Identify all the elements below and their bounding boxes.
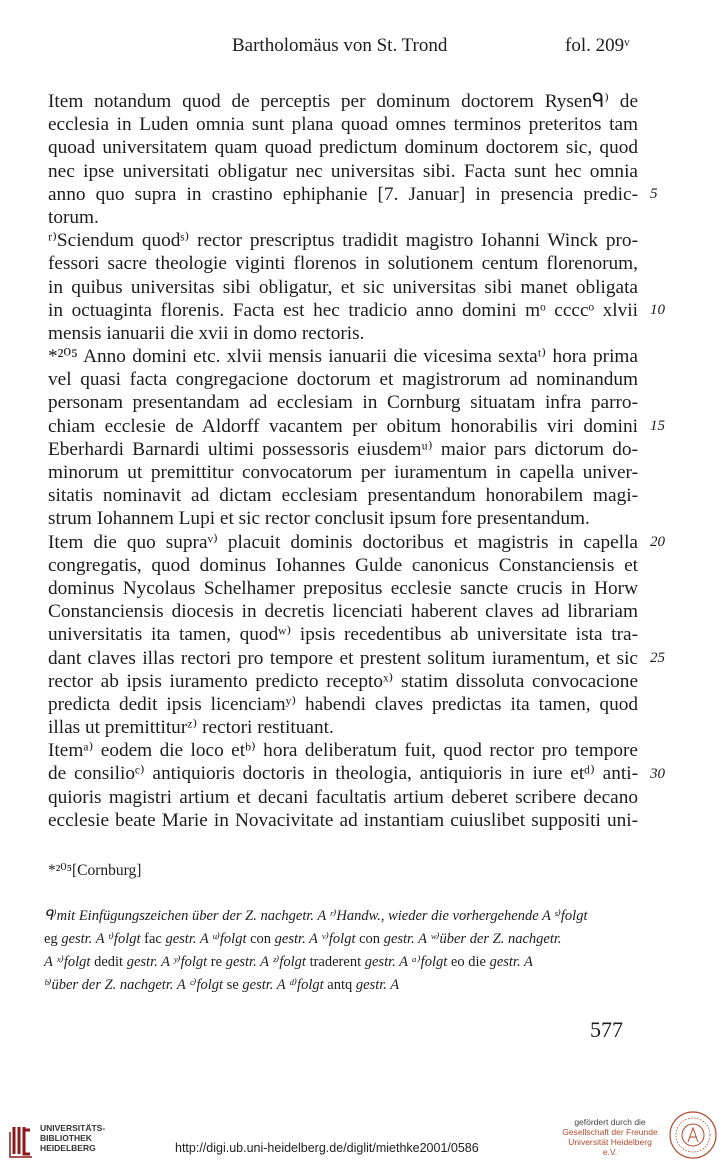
text-line: ecclesie beate Marie in Novacivitate ad instantiam cuiuslibet suppositi uni-: [48, 809, 638, 831]
apparatus-note: ᵈ⁾folgt: [285, 977, 328, 993]
apparatus-lemma: se: [226, 977, 243, 993]
apparatus-note: gestr. A: [242, 977, 286, 993]
text-line: *²⁰⁵ Anno domini etc. xlvii mensis ianuarii die vicesima sextaᵗ⁾ hora prima: [48, 346, 638, 368]
running-title: Bartholomäus von St. Trond: [232, 35, 448, 56]
critical-apparatus: [44, 905, 640, 997]
line-number: 15: [650, 418, 665, 434]
apparatus-note: ᑫ⁾mit Einfügungszeichen über der Z. nachgetr. A: [44, 908, 326, 924]
text-line: congregatis, quod dominus Iohannes Gulde canonicus Constanciensis et: [48, 554, 638, 576]
apparatus-lemma: eo die: [450, 954, 490, 970]
text-line: chiam ecclesie de Aldorff vacantem per obitum honorabilis viri domini: [48, 415, 638, 437]
apparatus-note: gestr. A: [274, 931, 318, 947]
apparatus-note: gestr. A: [61, 931, 105, 947]
page-number: 577: [590, 1017, 623, 1042]
text-line: nec ipse universitati obligatur nec universitas sibi. Facta sunt hec omnia: [48, 160, 638, 182]
text-line: rector ab ipsis iuramento predicto receptoˣ⁾ statim dissoluta convocacione: [48, 670, 638, 692]
text-line: universitatis ita tamen, quodʷ⁾ ipsis recedentibus ab universitate ista tra-: [48, 624, 638, 646]
permalink-url[interactable]: http://digi.ub.uni-heidelberg.de/diglit/miethke2001/0586: [175, 1141, 479, 1155]
text-line: dant claves illas rectori pro tempore et prestent solitum iuramentum, et sic: [48, 647, 638, 669]
library-name-line: BIBLIOTHEK: [40, 1133, 92, 1143]
text-line: torum.: [48, 206, 99, 228]
apparatus-note: gestr. A: [165, 931, 209, 947]
apparatus-note: ᶜ⁾folgt: [185, 977, 227, 993]
text-line: vel quasi facta congregacione doctorum et magistrorum ad nominandum: [48, 369, 638, 391]
society-name: Universität Heidelberg e.V.: [568, 1137, 652, 1157]
apparatus-note: gestr. A: [355, 977, 400, 993]
apparatus-note: ᵃ⁾folgt: [407, 954, 451, 970]
text-line: sitatis nominavit ad dictam ecclesiam presentandum honorabilem magi-: [48, 485, 638, 507]
apparatus-note: ᵘ⁾folgt: [208, 931, 251, 947]
library-name-line: HEIDELBERG: [40, 1143, 96, 1153]
apparatus-lemma: con: [250, 931, 275, 947]
text-line: Item die quo supraᵛ⁾ placuit dominis doctoribus et magistris in capella: [48, 531, 638, 553]
apparatus-note: ʸ⁾folgt: [169, 954, 211, 970]
marginal-note: *²⁰⁵[Cornburg]: [48, 862, 142, 879]
line-number: 5: [650, 186, 658, 202]
text-line: ʳ⁾Sciendum quodˢ⁾ rector prescriptus tradidit magistro Iohanni Winck pro-: [48, 230, 638, 252]
funding-note: [560, 1117, 660, 1157]
apparatus-lemma: eg: [44, 931, 62, 947]
apparatus-note: gestr. A: [225, 954, 269, 970]
apparatus-note: gestr. A: [364, 954, 408, 970]
text-line: illas ut premittiturᶻ⁾ rectori restituant.: [48, 717, 334, 739]
line-number: 10: [650, 302, 665, 318]
library-name: [40, 1123, 105, 1153]
folio-reference: fol. 209ᵛ: [565, 35, 630, 56]
text-line: quoad universitatem quam quoad predictum dominum doctorem sic, quod: [48, 137, 638, 159]
text-line: de consilioᶜ⁾ antiquioris doctoris in theologia, antiquioris in iure etᵈ⁾ anti-: [48, 763, 638, 785]
apparatus-lemma: fac: [144, 931, 166, 947]
library-name-line: UNIVERSITÄTS-: [40, 1123, 106, 1133]
text-line: mensis ianuarii die xvii in domo rectoris.: [48, 322, 365, 344]
text-line: personam presentandam ad ecclesiam in Cornburg situatam infra parro-: [48, 392, 638, 414]
text-line: anno quo supra in crastino ephiphanie [7. Januar] in presencia predic-: [48, 183, 638, 205]
apparatus-note: ᶻ⁾folgt: [268, 954, 310, 970]
apparatus-line: [44, 905, 640, 928]
line-number: 30: [650, 766, 665, 782]
library-logo-icon[interactable]: [8, 1124, 34, 1163]
apparatus-lemma: antq: [327, 977, 356, 993]
apparatus-note: gestr. A: [126, 954, 170, 970]
apparatus-note: A ˣ⁾folgt: [44, 954, 95, 970]
text-line: minorum ut premittitur convocatorum per iuramentum in capella univer-: [48, 462, 638, 483]
text-line: predicta dedit ipsis licenciamʸ⁾ habendi claves predictas ita tamen, quod: [48, 693, 638, 715]
text-line: in octuaginta florenis. Facta est hec tradicio anno domini mᵒ ccccᵒ xlvii: [48, 299, 638, 321]
digitization-footer: [0, 1108, 726, 1169]
apparatus-note: gestr. A: [489, 954, 533, 970]
text-line: fessori sacre theologie viginti florenos in solutionem centum florenorum,: [48, 253, 638, 275]
text-line: ecclesia in Luden omnia sunt plana quoad omnes terminos preteritos tam: [48, 114, 638, 136]
text-line: strum Iohannem Lupi et sic rector conclusit ipsum fore presentandum.: [48, 508, 590, 530]
apparatus-note: ʷ⁾über der Z. nachgetr.: [426, 931, 562, 947]
apparatus-note: ˢ⁾folgt: [550, 908, 588, 924]
apparatus-note: ᵛ⁾folgt: [317, 931, 360, 947]
line-number: 20: [650, 534, 665, 550]
apparatus-lemma: traderent: [309, 954, 365, 970]
apparatus-note: ᵇ⁾über der Z. nachgetr. A: [44, 977, 186, 993]
apparatus-line: [44, 928, 640, 951]
funding-line: gefördert durch die: [574, 1117, 646, 1127]
apparatus-note: gestr. A: [383, 931, 427, 947]
apparatus-lemma: dedit: [94, 954, 127, 970]
text-line: Constanciensis diocesis in decretis licenciati haberent claves ad librariam: [48, 601, 638, 623]
text-line: Itemᵃ⁾ eodem die loco etᵇ⁾ hora deliberatum fuit, quod rector pro tempore: [48, 740, 638, 762]
university-seal-icon: [668, 1110, 718, 1165]
text-line: Item notandum quod de perceptis per dominum doctorem Rysenᑫ⁾ de: [48, 91, 638, 112]
main-text: [48, 90, 638, 832]
text-line: quioris magistri artium et decani facultatis artium deberet scribere decano: [48, 786, 638, 808]
apparatus-lemma: re: [210, 954, 226, 970]
text-line: Eberhardi Barnardi ultimi possessoris eiusdemᵘ⁾ maior pars dictorum do-: [48, 438, 638, 460]
text-line: in quibus universitas sibi obligatur, et sic universitas sibi manet obligata: [48, 276, 638, 298]
apparatus-line: [44, 974, 640, 997]
apparatus-line: [44, 951, 640, 974]
apparatus-note: ʳ⁾Handw., wieder die vorhergehende A: [325, 908, 551, 924]
apparatus-note: ᵗ⁾folgt: [104, 931, 145, 947]
text-line: dominus Nycolaus Schelhamer prepositus ecclesie sancte crucis in Horw: [48, 577, 638, 599]
society-name: Gesellschaft der Freunde: [562, 1127, 658, 1137]
line-number: 25: [650, 650, 665, 666]
apparatus-lemma: con: [359, 931, 384, 947]
